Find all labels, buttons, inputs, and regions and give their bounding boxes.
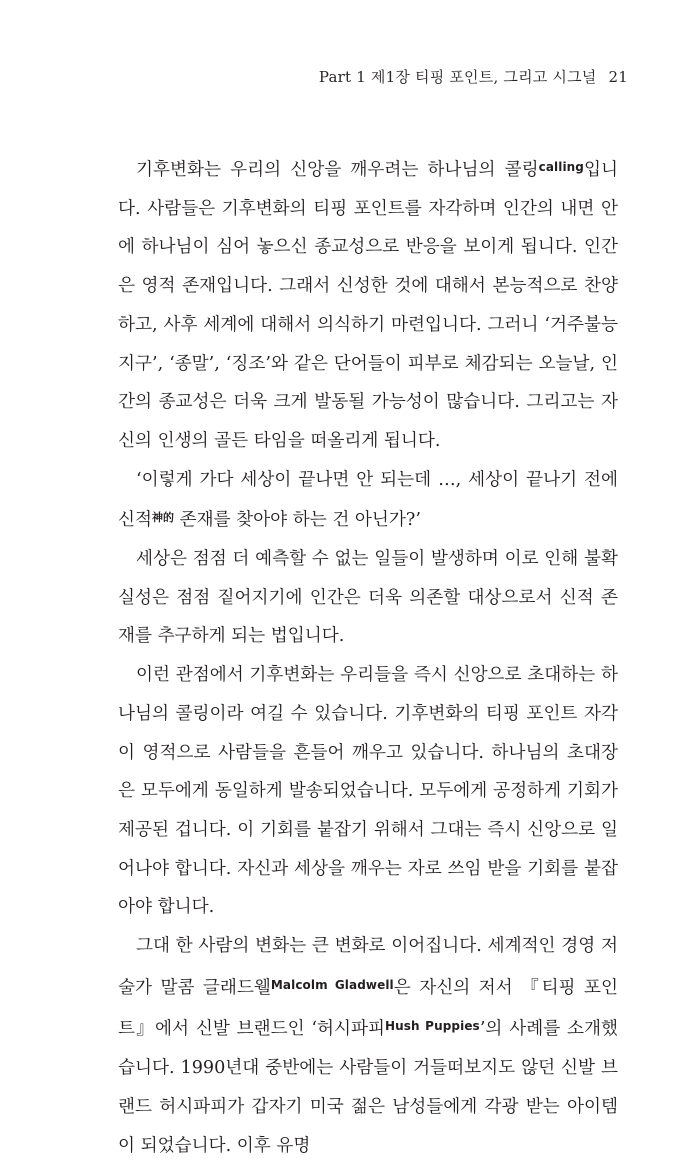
text-run: ‘이렇게 가다 세상이 끝나면 안 되는데 …, 세상이 끝나기 전에 신적 xyxy=(118,469,618,531)
text-run: 세상은 점점 더 예측할 수 없는 일들이 발생하며 이로 인해 불확실성은 점점 짙어지기에 인간은 더욱 의존할 대상으로서 신적 존재를 추구하게 되는 법입니다. xyxy=(118,549,618,647)
running-header xyxy=(319,66,628,87)
text-run: 기후변화는 우리의 신앙을 깨우려는 하나님의 콜링 xyxy=(136,160,539,180)
gloss-hush-puppies: Hush Puppies xyxy=(385,1019,480,1034)
paragraph-calling xyxy=(118,148,618,461)
paragraph-invitation xyxy=(118,656,618,927)
text-run: ’의 사례를 소개했습니다. 1990년대 중반에는 사람들이 거들떠보지도 않던 신발 브랜드 허시파피가 갑자기 미국 젊은 남성들에게 각광 받는 아이템이 되었습니다. 이후 유명 xyxy=(118,1019,619,1156)
body-text xyxy=(118,148,618,1165)
text-run: 은 자신의 저서 『티핑 포인트』에서 신발 브랜드인 ‘허시파피 xyxy=(118,977,619,1040)
gloss-hanja: 神的 xyxy=(152,511,174,525)
gloss-calling: calling xyxy=(538,160,584,174)
text-run: 그대 한 사람의 변화는 큰 변화로 이어집니다. 세계적인 경영 저술가 말콤 글래드웰 xyxy=(118,936,618,998)
text-run: 입니다. 사람들은 기후변화의 티핑 포인트를 자각하며 인간의 내면 안에 하나님이 심어 놓으신 종교성으로 반응을 보이게 됩니다. 인간은 영적 존재입니다. 그래서 신성한 것에 대해서 본능적으로 찬양하고, 사후 세계에 대해서 의식하기 마련입니다. 그러니 ‘거주불능 지구’, ‘종말’, ‘징조’와 같은 단어들이 피부로 체감되는 오늘날, 인간의 종교성은 더욱 크게 발동될 가능성이 많습니다. 그리고는 자신의 인생의 골든 타임을 떠올리게 됩니다. xyxy=(118,160,618,451)
paragraph-hush-puppies xyxy=(118,927,618,1165)
paragraph-quote xyxy=(118,461,618,540)
text-run: 존재를 찾아야 하는 건 아닌가?’ xyxy=(174,510,421,531)
gloss-malcolm-gladwell: Malcolm Gladwell xyxy=(270,977,394,992)
page-number: 21 xyxy=(608,68,628,86)
running-title: Part 1 제1장 티핑 포인트, 그리고 시그널 xyxy=(318,68,597,86)
text-run: 이런 관점에서 기후변화는 우리들을 즉시 신앙으로 초대하는 하나님의 콜링이라 여길 수 있습니다. 기후변화의 티핑 포인트 자각이 영적으로 사람들을 흔들어 깨우고 있습니다. 하나님의 초대장은 모두에게 동일하게 발송되었습니다. 모두에게 공정하게 기회가 제공된 겁니다. 이 기회를 붙잡기 위해서 그대는 즉시 신앙으로 일어나야 합니다. 자신과 세상을 깨우는 자로 쓰임 받을 기회를 붙잡아야 합니다. xyxy=(118,665,618,918)
paragraph-uncertainty xyxy=(118,540,618,656)
